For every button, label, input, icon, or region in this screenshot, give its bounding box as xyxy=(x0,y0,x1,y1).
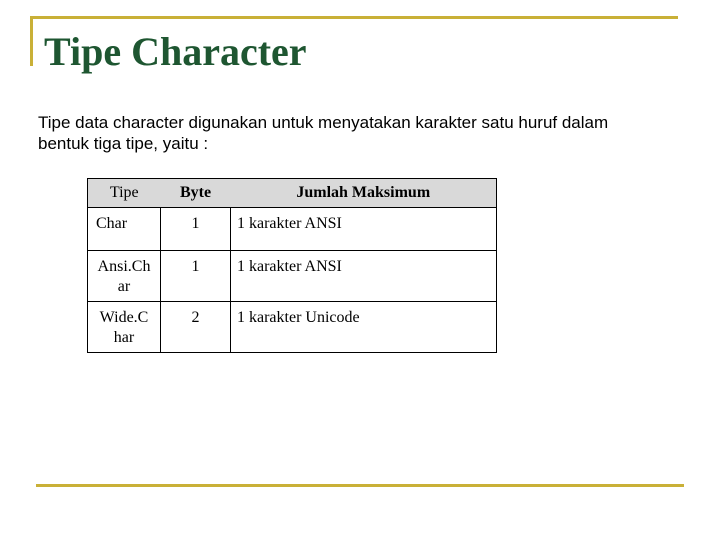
slide-title: Tipe Character xyxy=(44,29,307,74)
header-byte: Byte xyxy=(161,179,231,208)
cell-byte: 1 xyxy=(161,208,231,251)
character-type-table xyxy=(87,178,497,353)
cell-tipe xyxy=(88,302,161,353)
header-tipe: Tipe xyxy=(88,179,161,208)
cell-byte: 2 xyxy=(161,302,231,353)
cell-byte: 1 xyxy=(161,251,231,302)
table-row xyxy=(88,302,497,353)
cell-tipe-text: Ansi.Char xyxy=(97,258,151,295)
frame-left-line xyxy=(30,16,33,66)
table-row xyxy=(88,251,497,302)
table-header-row xyxy=(88,179,497,208)
cell-jumlah: 1 karakter ANSI xyxy=(231,208,497,251)
frame-top-line xyxy=(30,16,678,19)
cell-tipe: Char xyxy=(88,208,161,251)
cell-tipe xyxy=(88,251,161,302)
slide-body-text: Tipe data character digunakan untuk menyatakan karakter satu huruf dalam bentuk tiga tipe, yaitu : xyxy=(38,113,609,153)
cell-jumlah: 1 karakter ANSI xyxy=(231,251,497,302)
cell-tipe-text: Wide.Char xyxy=(99,309,149,346)
table-row xyxy=(88,208,497,251)
frame-bottom-line xyxy=(36,484,684,487)
header-jumlah-maksimum: Jumlah Maksimum xyxy=(231,179,497,208)
cell-jumlah: 1 karakter Unicode xyxy=(231,302,497,353)
